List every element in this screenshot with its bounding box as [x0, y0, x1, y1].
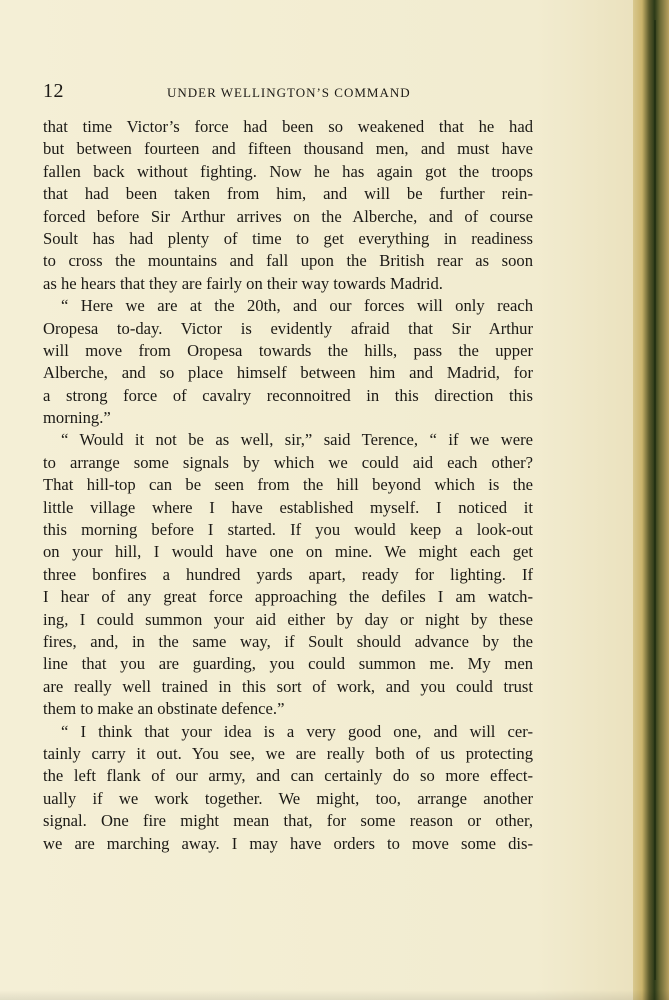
- text-line: “ I think that your idea is a very good one, and will cer-: [61, 721, 533, 741]
- text-line: little village where I have established myself. I noticed it: [43, 497, 533, 517]
- text-line: “ Would it not be as well, sir,” said Terence, “ if we were: [61, 430, 533, 450]
- running-head: UNDER WELLINGTON’S COMMAND: [167, 85, 411, 100]
- book-spine: [633, 0, 669, 1000]
- page-bottom-shadow: [0, 990, 669, 1000]
- text-line: to cross the mountains and fall upon the British rear as soon: [43, 251, 533, 271]
- page-header: [43, 80, 533, 104]
- text-line: forced before Sir Arthur arrives on the Alberche, and of course: [43, 206, 533, 226]
- text-line: ing, I could summon your aid either by day or night by these: [43, 609, 533, 629]
- text-line: will move from Oropesa towards the hills, pass the upper: [43, 340, 533, 360]
- text-line: on your hill, I would have one on mine. We might each get: [43, 542, 533, 562]
- text-line: three bonfires a hundred yards apart, ready for lighting. If: [43, 564, 533, 584]
- text-line: tainly carry it out. You see, we are really both of us protecting: [43, 743, 533, 763]
- text-line: line that you are guarding, you could summon me. My men: [43, 654, 533, 674]
- text-line: Alberche, and so place himself between him and Madrid, for: [43, 363, 533, 383]
- text-line: Oropesa to-day. Victor is evidently afraid that Sir Arthur: [43, 318, 533, 338]
- text-line: them to make an obstinate defence.”: [43, 699, 285, 719]
- text-line: fallen back without fighting. Now he has again got the troops: [43, 161, 533, 181]
- text-line: Soult has had plenty of time to get everything in readiness: [43, 228, 533, 248]
- text-line: this morning before I started. If you would keep a look-out: [43, 520, 533, 540]
- text-line: That hill-top can be seen from the hill beyond which is the: [43, 475, 533, 495]
- text-line: I hear of any great force approaching the defiles I am watch-: [43, 587, 533, 607]
- text-line: signal. One fire might mean that, for some reason or other,: [43, 811, 533, 831]
- text-line: that had been taken from him, and will be further rein-: [43, 184, 533, 204]
- text-line: morning.”: [43, 408, 111, 428]
- body-text: [43, 116, 533, 855]
- text-line: as he hears that they are fairly on their way towards Madrid.: [43, 273, 443, 293]
- text-line: ually if we work together. We might, too, arrange another: [43, 788, 533, 808]
- text-line: that time Victor’s force had been so weakened that he had: [43, 117, 533, 136]
- spine-edge-line: [654, 20, 656, 980]
- text-line: a strong force of cavalry reconnoitred in this direction this: [43, 385, 533, 405]
- page-number: 12: [43, 80, 64, 102]
- text-line: but between fourteen and fifteen thousand men, and must have: [43, 139, 533, 159]
- text-line: we are marching away. I may have orders to move some dis-: [43, 833, 533, 853]
- text-line: “ Here we are at the 20th, and our forces will only reach: [61, 296, 533, 316]
- text-line: to arrange some signals by which we could aid each other?: [43, 452, 533, 472]
- text-line: fires, and, in the same way, if Soult should advance by the: [43, 631, 533, 651]
- text-line: the left flank of our army, and can certainly do so more effect-: [43, 766, 533, 786]
- text-line: are really well trained in this sort of work, and you could trust: [43, 676, 533, 696]
